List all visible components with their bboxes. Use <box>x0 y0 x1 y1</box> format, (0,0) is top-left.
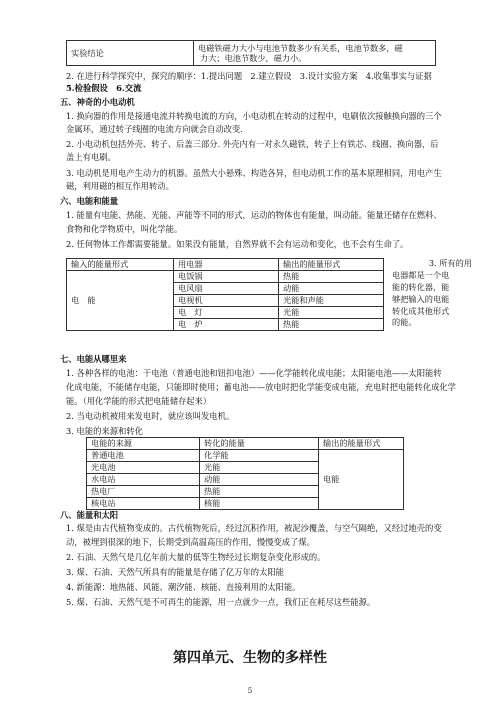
t1-header-3: 输出的能量形式 <box>279 259 384 271</box>
inquiry-steps: 2. 在进行科学探究中，探究的顺序：1.提出问题 2.建立假设 3.设计实验方案 4.收集事实与证据 <box>66 71 432 81</box>
t1-output: 热能 <box>279 271 384 283</box>
para-6-1b: 食物和化学物质中，叫化学能。 <box>66 224 183 234</box>
t2-source: 普通电池 <box>87 450 200 462</box>
para-5-3b: 磁，利用磁的相互作用转动。 <box>66 181 174 191</box>
side-note-line: 电器都是一个电 <box>392 269 450 280</box>
t2-energy: 热能 <box>200 486 319 498</box>
conclusion-line-2: 力大；电池节数少，磁力小。 <box>200 53 307 63</box>
t1-header-2: 用电器 <box>174 259 279 271</box>
para-8-4: 4. 新能源：地热能、风能、潮汐能、核能、直接利用的太阳能。 <box>66 582 301 592</box>
t1-device: 电 炉 <box>174 319 279 331</box>
conclusion-text <box>194 41 436 66</box>
para-8-2: 2. 石油、天然气是几亿年前大量的低等生物经过长期复杂变化形成的。 <box>66 552 326 562</box>
side-note-line: 3. 所有的用 <box>428 258 472 268</box>
t2-header-3: 输出的能量形式 <box>319 438 404 450</box>
para-6-1a: 1. 能量有电能、热能、光能、声能等不同的形式，运动的物体也有能量，叫动能。能量还储存在燃料、 <box>66 210 442 220</box>
t2-source: 核电站 <box>87 498 200 510</box>
t1-input: 电 能 <box>67 271 174 331</box>
t1-device: 电风扇 <box>174 283 279 295</box>
page-number: 5 <box>247 687 253 695</box>
para-6-2: 2. 任何物体工作都需要能量。如果没有能量，自然界就不会有运动和变化，也不会有生命了。 <box>66 239 409 249</box>
t2-output: 电能 <box>319 450 404 510</box>
section-heading-8: 八、能量和太阳 <box>60 510 119 520</box>
t2-energy: 化学能 <box>200 450 319 462</box>
t2-energy: 动能 <box>200 474 319 486</box>
para-7-3: 3. 电能的来源和转化 <box>66 426 143 436</box>
t1-output: 热能 <box>279 319 384 331</box>
t1-output: 动能 <box>279 283 384 295</box>
energy-conversion-table <box>66 258 384 331</box>
t2-energy: 核能 <box>200 498 319 510</box>
para-5-3a: 3. 电动机是用电产生动力的机器。虽然大小悬殊、构造各异，但电动机工作的基本原理相同，用电产生 <box>66 168 442 178</box>
t1-device: 电 灯 <box>174 307 279 319</box>
side-note-line: 能的转化器，能 <box>392 281 450 292</box>
section-heading-6: 六、电能和能量 <box>60 196 119 206</box>
t2-source: 水电站 <box>87 474 200 486</box>
t2-energy: 光能 <box>200 462 319 474</box>
conclusion-table <box>66 40 436 66</box>
t2-source: 热电厂 <box>87 486 200 498</box>
side-note-line: 够把输入的电能 <box>392 293 450 304</box>
t1-output: 光能和声能 <box>279 295 384 307</box>
para-8-1a: 1. 煤是由古代植物变成的。古代植物死后，经过沉积作用，被泥沙覆盖，与空气隔绝，又经过地壳的变 <box>66 523 442 533</box>
t1-output: 光能 <box>279 307 384 319</box>
para-7-1c: 能。（用化学能的形式把电能储存起来） <box>66 396 212 406</box>
conclusion-label: 实验结论 <box>67 41 194 66</box>
section-heading-5: 五、神奇的小电动机 <box>60 97 135 107</box>
para-5-1a: 1. 换向器的作用是接通电流并转换电流的方向，小电动机在转动的过程中，电刷依次接触换向器的三个 <box>66 111 442 121</box>
side-note <box>392 258 472 329</box>
para-5-2b: 盖上有电刷。 <box>66 152 116 162</box>
unit-title: 第四单元、生物的多样性 <box>173 650 327 666</box>
energy-source-table <box>86 437 404 510</box>
t2-header-1: 电能的来源 <box>87 438 200 450</box>
side-note-line: 的能。 <box>392 317 417 328</box>
side-note-line: 转化成其他形式 <box>392 305 450 316</box>
para-5-2a: 2. 小电动机包括外壳、转子、后盖三部分. 外壳内有一对永久磁铁，转子上有铁芯、线圈、换向器，后 <box>66 139 439 149</box>
t1-device: 电视机 <box>174 295 279 307</box>
t1-header-1: 输入的能量形式 <box>67 259 174 271</box>
t1-device: 电饭锅 <box>174 271 279 283</box>
para-7-1b: 化成电能，不能储存电能，只能即时使用；蓄电池——放电时把化学能变成电能，充电时把电能转化成化学 <box>66 382 456 392</box>
para-8-3: 3. 煤、石油、天然气所具有的能量是存储了亿万年的太阳能 <box>66 567 284 577</box>
conclusion-line-1: 电磁铁磁力大小与电池节数多少有关系，电池节数多，磁 <box>198 42 403 53</box>
para-5-1b: 金属环，通过转子线圈的电流方向就会自动改变. <box>66 124 243 134</box>
inquiry-steps-2: 5.检验假设 6.交流 <box>66 83 142 93</box>
t2-header-2: 转化的能量 <box>200 438 319 450</box>
para-8-1b: 动，被埋到很深的地下，长期受到高温高压的作用，慢慢变成了煤。 <box>66 537 315 547</box>
section-heading-7: 七、电能从哪里来 <box>60 354 127 364</box>
t2-source: 光电池 <box>87 462 200 474</box>
para-8-5: 5. 煤、石油、天然气是不可再生的能源，用一点就少一点，我们正在耗尽这些能源。 <box>66 597 376 607</box>
para-7-2: 2. 当电动机被用来发电时，就应该叫发电机。 <box>66 411 235 421</box>
para-7-1a: 1. 各种各样的电池：干电池（普通电池和钮扣电池）——化学能转化成电能；太阳能电池——太阳能转 <box>66 368 442 378</box>
